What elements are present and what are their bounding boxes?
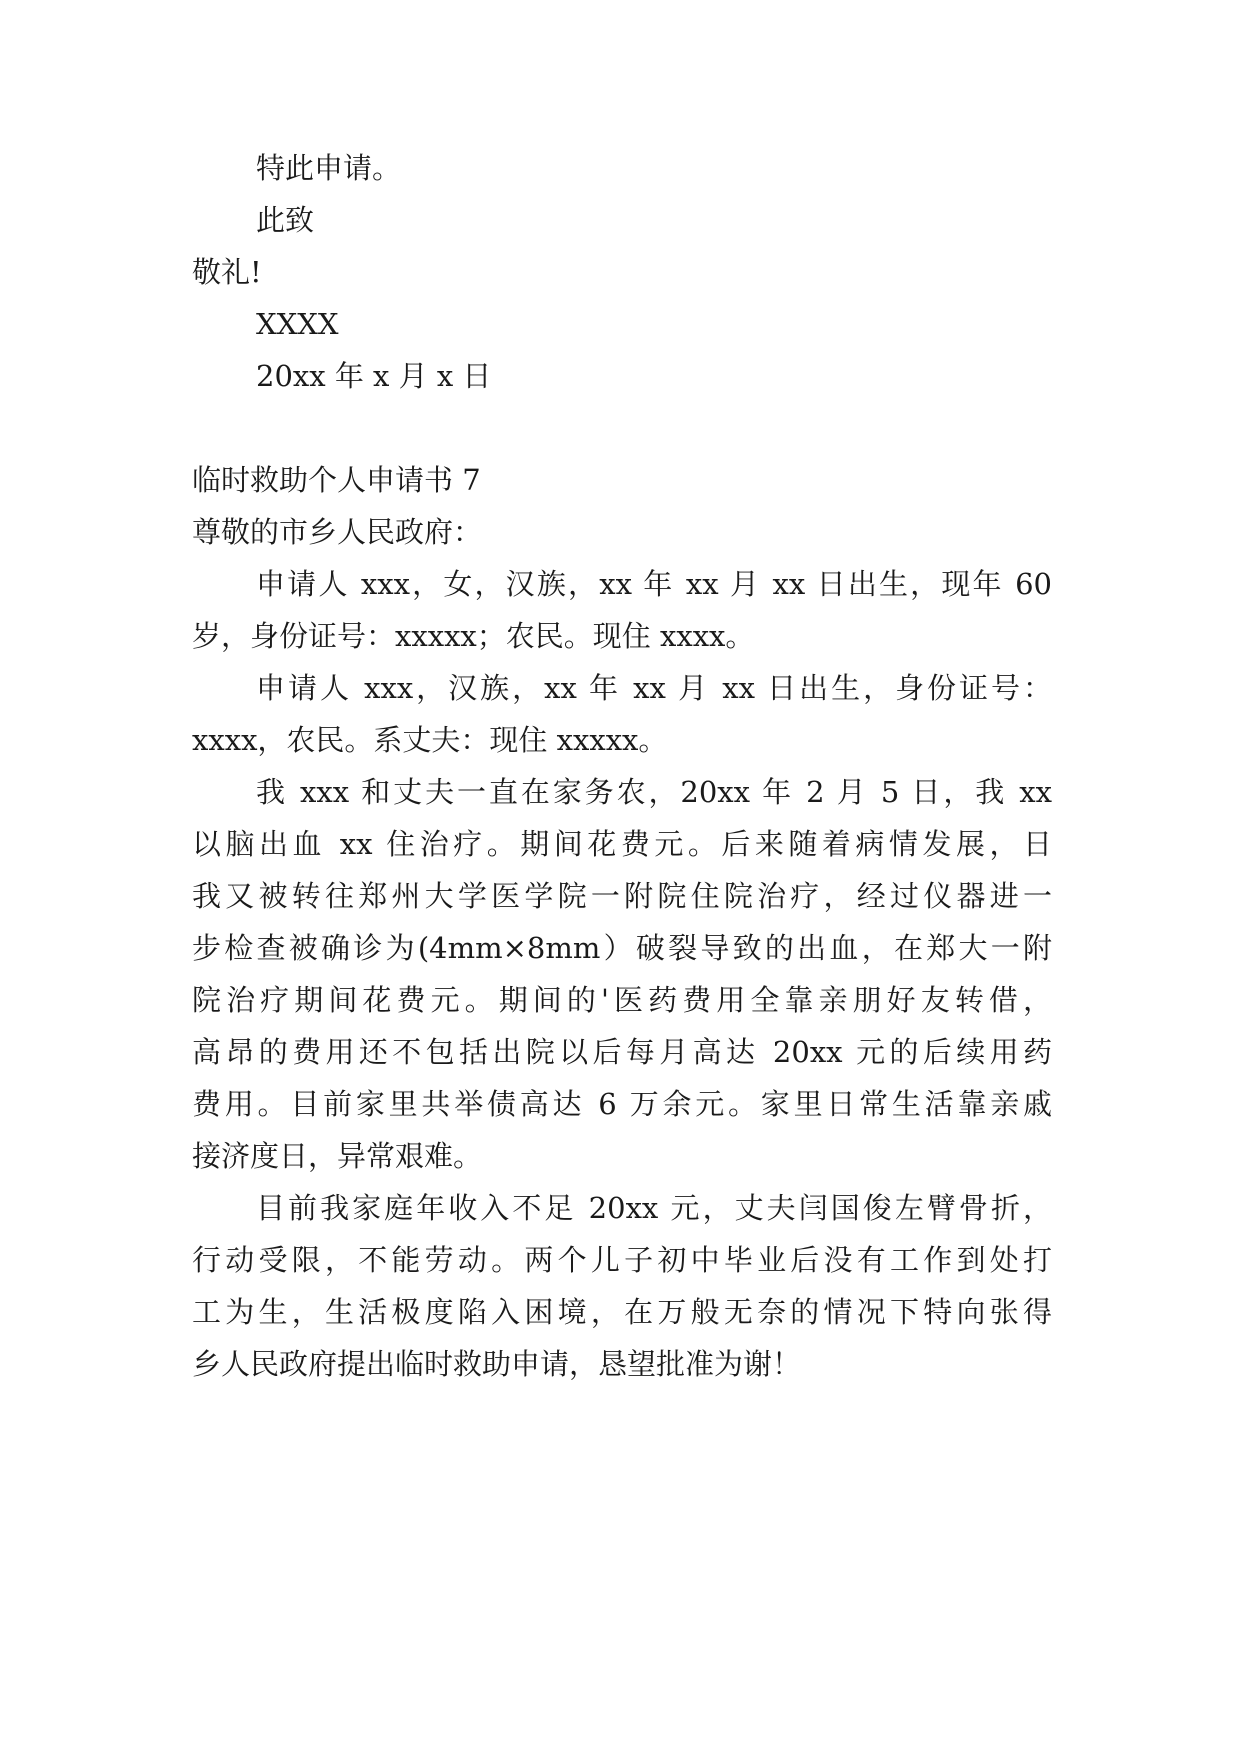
date: 20xx 年 x 月 x 日 xyxy=(256,359,492,393)
paragraph-4-line-3: 工为生，生活极度陷入困境，在万般无奈的情况下特向张得 xyxy=(192,1295,1052,1329)
paragraph-3-line-6: 高昂的费用还不包括出院以后每月高达 20xx 元的后续用药 xyxy=(192,1035,1052,1069)
paragraph-1-line-1: 申请人 xxx，女，汉族，xx 年 xx 月 xx 日出生，现年 60 xyxy=(256,567,1052,601)
paragraph-3-line-7: 费用。目前家里共举债高达 6 万余元。家里日常生活靠亲戚 xyxy=(192,1087,1052,1121)
paragraph-1-line-2: 岁，身份证号：xxxxx；农民。现住 xxxx。 xyxy=(192,619,755,653)
closing-statement: 特此申请。 xyxy=(256,151,402,185)
paragraph-4-line-1: 目前我家庭年收入不足 20xx 元，丈夫闫国俊左臂骨折， xyxy=(256,1191,1052,1225)
closing-jingli: 敬礼! xyxy=(192,255,262,289)
paragraph-2-line-1: 申请人 xxx，汉族，xx 年 xx 月 xx 日出生，身份证号： xyxy=(256,671,1052,705)
paragraph-3-line-1: 我 xxx 和丈夫一直在家务农，20xx 年 2 月 5 日，我 xx xyxy=(256,775,1052,809)
salutation: 尊敬的市乡人民政府： xyxy=(192,515,483,549)
closing-cizhi: 此致 xyxy=(256,203,315,237)
letter-title: 临时救助个人申请书 7 xyxy=(192,463,481,497)
paragraph-4-line-4: 乡人民政府提出临时救助申请，恳望批准为谢！ xyxy=(192,1347,802,1381)
paragraph-3-line-3: 我又被转往郑州大学医学院一附院住院治疗，经过仪器进一 xyxy=(192,879,1052,913)
paragraph-3-line-2: 以脑出血 xx 住治疗。期间花费元。后来随着病情发展，日 xyxy=(192,827,1052,861)
paragraph-4-line-2: 行动受限，不能劳动。两个儿子初中毕业后没有工作到处打 xyxy=(192,1243,1052,1277)
paragraph-3-line-4: 步检查被确诊为(4mm×8mm）破裂导致的出血，在郑大一附 xyxy=(192,931,1052,965)
signature: XXXX xyxy=(256,307,339,341)
paragraph-2-line-2: xxxx，农民。系丈夫：现住 xxxxx。 xyxy=(192,723,668,757)
paragraph-3-line-8: 接济度日，异常艰难。 xyxy=(192,1139,483,1173)
paragraph-3-line-5: 院治疗期间花费元。期间的'医药费用全靠亲朋好友转借， xyxy=(192,983,1052,1017)
